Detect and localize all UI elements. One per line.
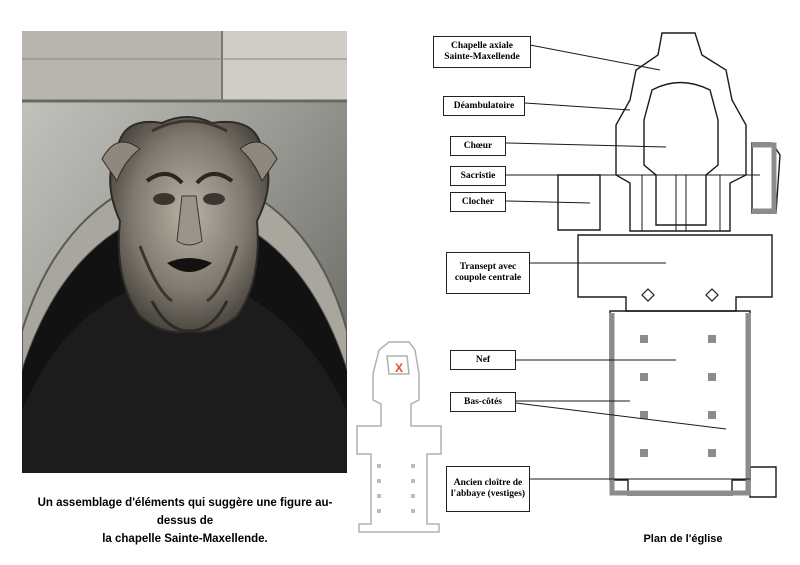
- label-bas-cotes: Bas-côtés: [450, 392, 516, 412]
- plan-title: Plan de l'église: [643, 533, 723, 545]
- caption-line-1: Un assemblage d'éléments qui suggère une figure au-dessus de: [37, 497, 333, 527]
- photo-caption: [22, 494, 348, 548]
- label-choeur: Chœur: [450, 136, 506, 156]
- label-sacristie: Sacristie: [450, 166, 506, 186]
- label-clocher: Clocher: [450, 192, 506, 212]
- caption-line-2: la chapelle Sainte-Maxellende.: [102, 533, 268, 545]
- label-nef: Nef: [450, 350, 516, 370]
- label-chapelle-axiale: Chapelle axiale Sainte-Maxellende: [433, 36, 531, 68]
- label-deambulatoire: Déambulatoire: [443, 96, 525, 116]
- mascaron-photo: [22, 31, 347, 473]
- label-transept: Transept avec coupole centrale: [446, 252, 530, 294]
- label-ancien-cloitre: Ancien cloître de l'abbaye (vestiges): [446, 466, 530, 512]
- location-marker: X: [394, 361, 404, 375]
